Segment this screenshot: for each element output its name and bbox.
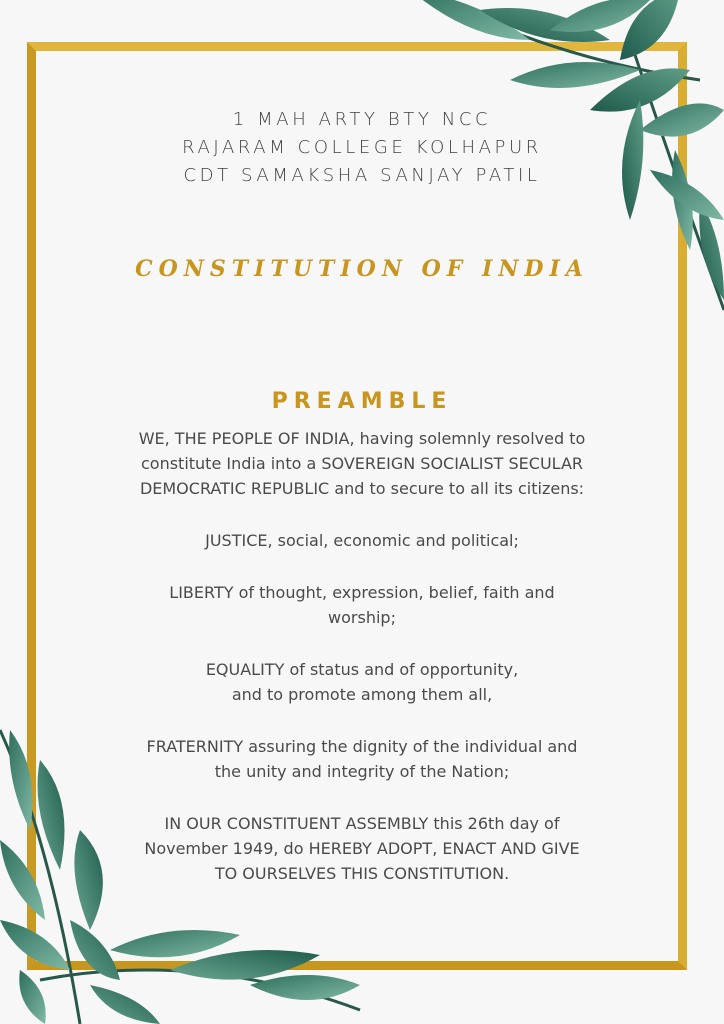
preamble-paragraph-adoption (90, 811, 634, 886)
header-unit-line: 1 MAH ARTY BTY NCC (232, 109, 492, 130)
text-line: constitute India into a SOVEREIGN SOCIALIST SECULAR (140, 454, 584, 473)
preamble-paragraph-fraternity (90, 734, 634, 784)
document-title: CONSTITUTION OF INDIA (135, 256, 589, 282)
text-line: FRATERNITY assuring the dignity of the individual and (146, 737, 578, 756)
preamble-paragraph-equality (90, 657, 634, 707)
header-cadet-line: CDT SAMAKSHA SANJAY PATIL (183, 165, 541, 186)
text-line: WE, THE PEOPLE OF INDIA, having solemnly resolved to (138, 429, 586, 448)
text-line: IN OUR CONSTITUENT ASSEMBLY this 26th day of (164, 814, 560, 833)
text-line: TO OURSELVES THIS CONSTITUTION. (214, 864, 510, 883)
unit-header (0, 106, 724, 190)
text-line: the unity and integrity of the Nation; (214, 762, 510, 781)
preamble-body (90, 426, 634, 913)
preamble-heading: PREAMBLE (271, 389, 453, 414)
text-line: DEMOCRATIC REPUBLIC and to secure to all its citizens: (139, 479, 585, 498)
text-line: worship; (328, 608, 396, 627)
preamble-paragraph-intro (90, 426, 634, 501)
header-college-line: RAJARAM COLLEGE KOLHAPUR (182, 137, 542, 158)
preamble-paragraph-justice (90, 528, 634, 553)
text-line: EQUALITY of status and of opportunity, (205, 660, 519, 679)
text-line: November 1949, do HEREBY ADOPT, ENACT AND GIVE (144, 839, 580, 858)
text-line: LIBERTY of thought, expression, belief, faith and (169, 583, 555, 602)
text-line: JUSTICE, social, economic and political; (205, 531, 519, 550)
preamble-paragraph-liberty (90, 580, 634, 630)
text-line: and to promote among them all, (231, 685, 493, 704)
